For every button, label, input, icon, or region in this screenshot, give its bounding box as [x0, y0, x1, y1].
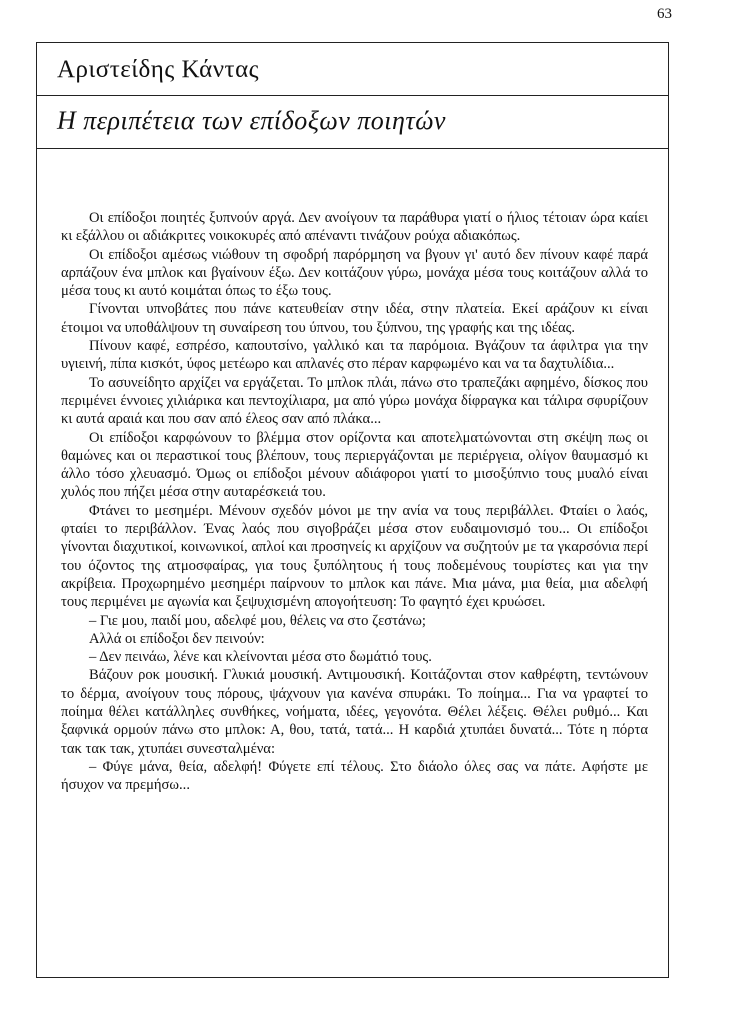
article-title: Η περιπέτεια των επίδοξων ποιητών: [37, 96, 668, 149]
paragraph: Οι επίδοξοι ποιητές ξυπνούν αργά. Δεν ανοίγουν τα παράθυρα γιατί ο ήλιος τέτοιαν ώρα καίει κι εξάλλου οι αδιάκριτες νοικοκυρές από απέναντι τινάζουν ρούχα αδιακόπως.: [61, 210, 648, 245]
paragraph: Γίνονται υπνοβάτες που πάνε κατευθείαν στην ιδέα, στην πλατεία. Εκεί αράζουν κι είναι έτοιμοι να υποθάλψουν τη συναίρεση του ύπνου, του ξύπνου, της γραφής και της ιδέας.: [61, 301, 648, 336]
paragraph: Οι επίδοξοι καρφώνουν το βλέμμα στον ορίζοντα και αποτελματώνονται στη σκέψη πως οι θαμώνες και οι περαστικοί τους βλέπουν, τους περιεργάζονται με περιέργεια, ολίγον θαυμασμό κι άλλο τόσο χλευασμό. Όμως οι επίδοξοι μένουν αδιάφοροι γιατί το μισοξύπνιο τους μυαλό είναι χυλός που πήζει μέσα στην αυταρέσκειά του.: [61, 429, 648, 501]
article-frame: [36, 42, 669, 978]
paragraph: Πίνουν καφέ, εσπρέσο, καπουτσίνο, γαλλικό και τα παρόμοια. Βγάζουν τα άφιλτρα για την υγιεινή, πίπα κισκότ, ύφος μετέωρο και απλανές στο πέραν καρφωμένο και να τα δαχτυλίδια...: [61, 338, 648, 373]
dialogue-line: – Φύγε μάνα, θεία, αδελφή! Φύγετε επί τέλους. Στο διάολο όλες σας να πάτε. Αφήστε με ήσυχον να πρεμήσω...: [61, 758, 648, 794]
paragraph: Φτάνει το μεσημέρι. Μένουν σχεδόν μόνοι με την ανία να τους περιβάλλει. Φταίει ο λαός, φταίει το περιβάλλον. Ένας λαός που σιγοβράζει μέσα στον ευδαιμονισμό του... Οι επίδοξοι γίνονται διαχυτικοί, κοινωνικοί, απλοί και προσηνείς κι αρχίζουν να συζητούν με τα γκαρσόνια περί του όζοντος της ατμοσφαίρας, για τους ξυπόλητους ή τους ποδεμένους τουρίστες και για την ακρίβεια. Προχωρημένο μεσημέρι παίρνουν το μπλοκ και πάνε. Μια μάνα, μια θεία, μια αδελφή τους περιμένει με αγωνία και ξεψυχισμένη απογοήτευση: Το φαγητό έχει κρυώσει.: [61, 502, 648, 611]
paragraph: Αλλά οι επίδοξοι δεν πεινούν:: [89, 630, 265, 647]
dialogue-line: – Γιε μου, παιδί μου, αδελφέ μου, θέλεις να στο ζεστάνω;: [89, 612, 426, 629]
paragraph: Βάζουν ροκ μουσική. Γλυκιά μουσική. Αντιμουσική. Κοιτάζονται στον καθρέφτη, τεντώνουν το δέρμα, ανοίγουν τους πόρους, ψάχνουν για κανένα σπυράκι. Το ποίημα... Για να γραφτεί το ποίημα θέλει κατάλληλες συνθήκες, νοήματα, ιδέες, γεγονότα. Θέλει λέξεις. Θέλει ρυθμό... Και ξαφνικά ορμούν πάνω στο μπλοκ: Α, θου, τατά, τατά... Η καρδιά χτυπάει δυνατά... Τότε η πόρτα τακ τακ τακ, χτυπάει συνεσταλμένα:: [61, 667, 648, 757]
dialogue-line: – Δεν πεινάω, λένε και κλείνονται μέσα στο δωμάτιό τους.: [89, 649, 432, 666]
author-name: Αριστείδης Κάντας: [37, 43, 668, 96]
paragraph: Το ασυνείδητο αρχίζει να εργάζεται. Το μπλοκ πλάι, πάνω στο τραπεζάκι αφημένο, δίσκος που περιμένει έννοιες χιλιάρικα και πεντοχίλιαρα, μα από γύρω μονάχα δίφραγκα και τάλιρα σφυρίζουν κι αυτά αραιά και που σαν από έλεος σαν από πλάκα...: [61, 374, 648, 428]
page-number: 63: [657, 6, 672, 22]
paragraph: Οι επίδοξοι αμέσως νιώθουν τη σφοδρή παρόρμηση να βγουν γι' αυτό δεν πίνουν καφέ παρά αρπάζουν ένα μπλοκ και βγαίνουν έξω. Δεν κοιτάζουν γύρω, μονάχα μέσα τους κοιτάζουν αλλά το μέσα τους κι αυτό κοιμάται όπως το έξω τους.: [61, 246, 648, 300]
article-body: [61, 209, 648, 795]
